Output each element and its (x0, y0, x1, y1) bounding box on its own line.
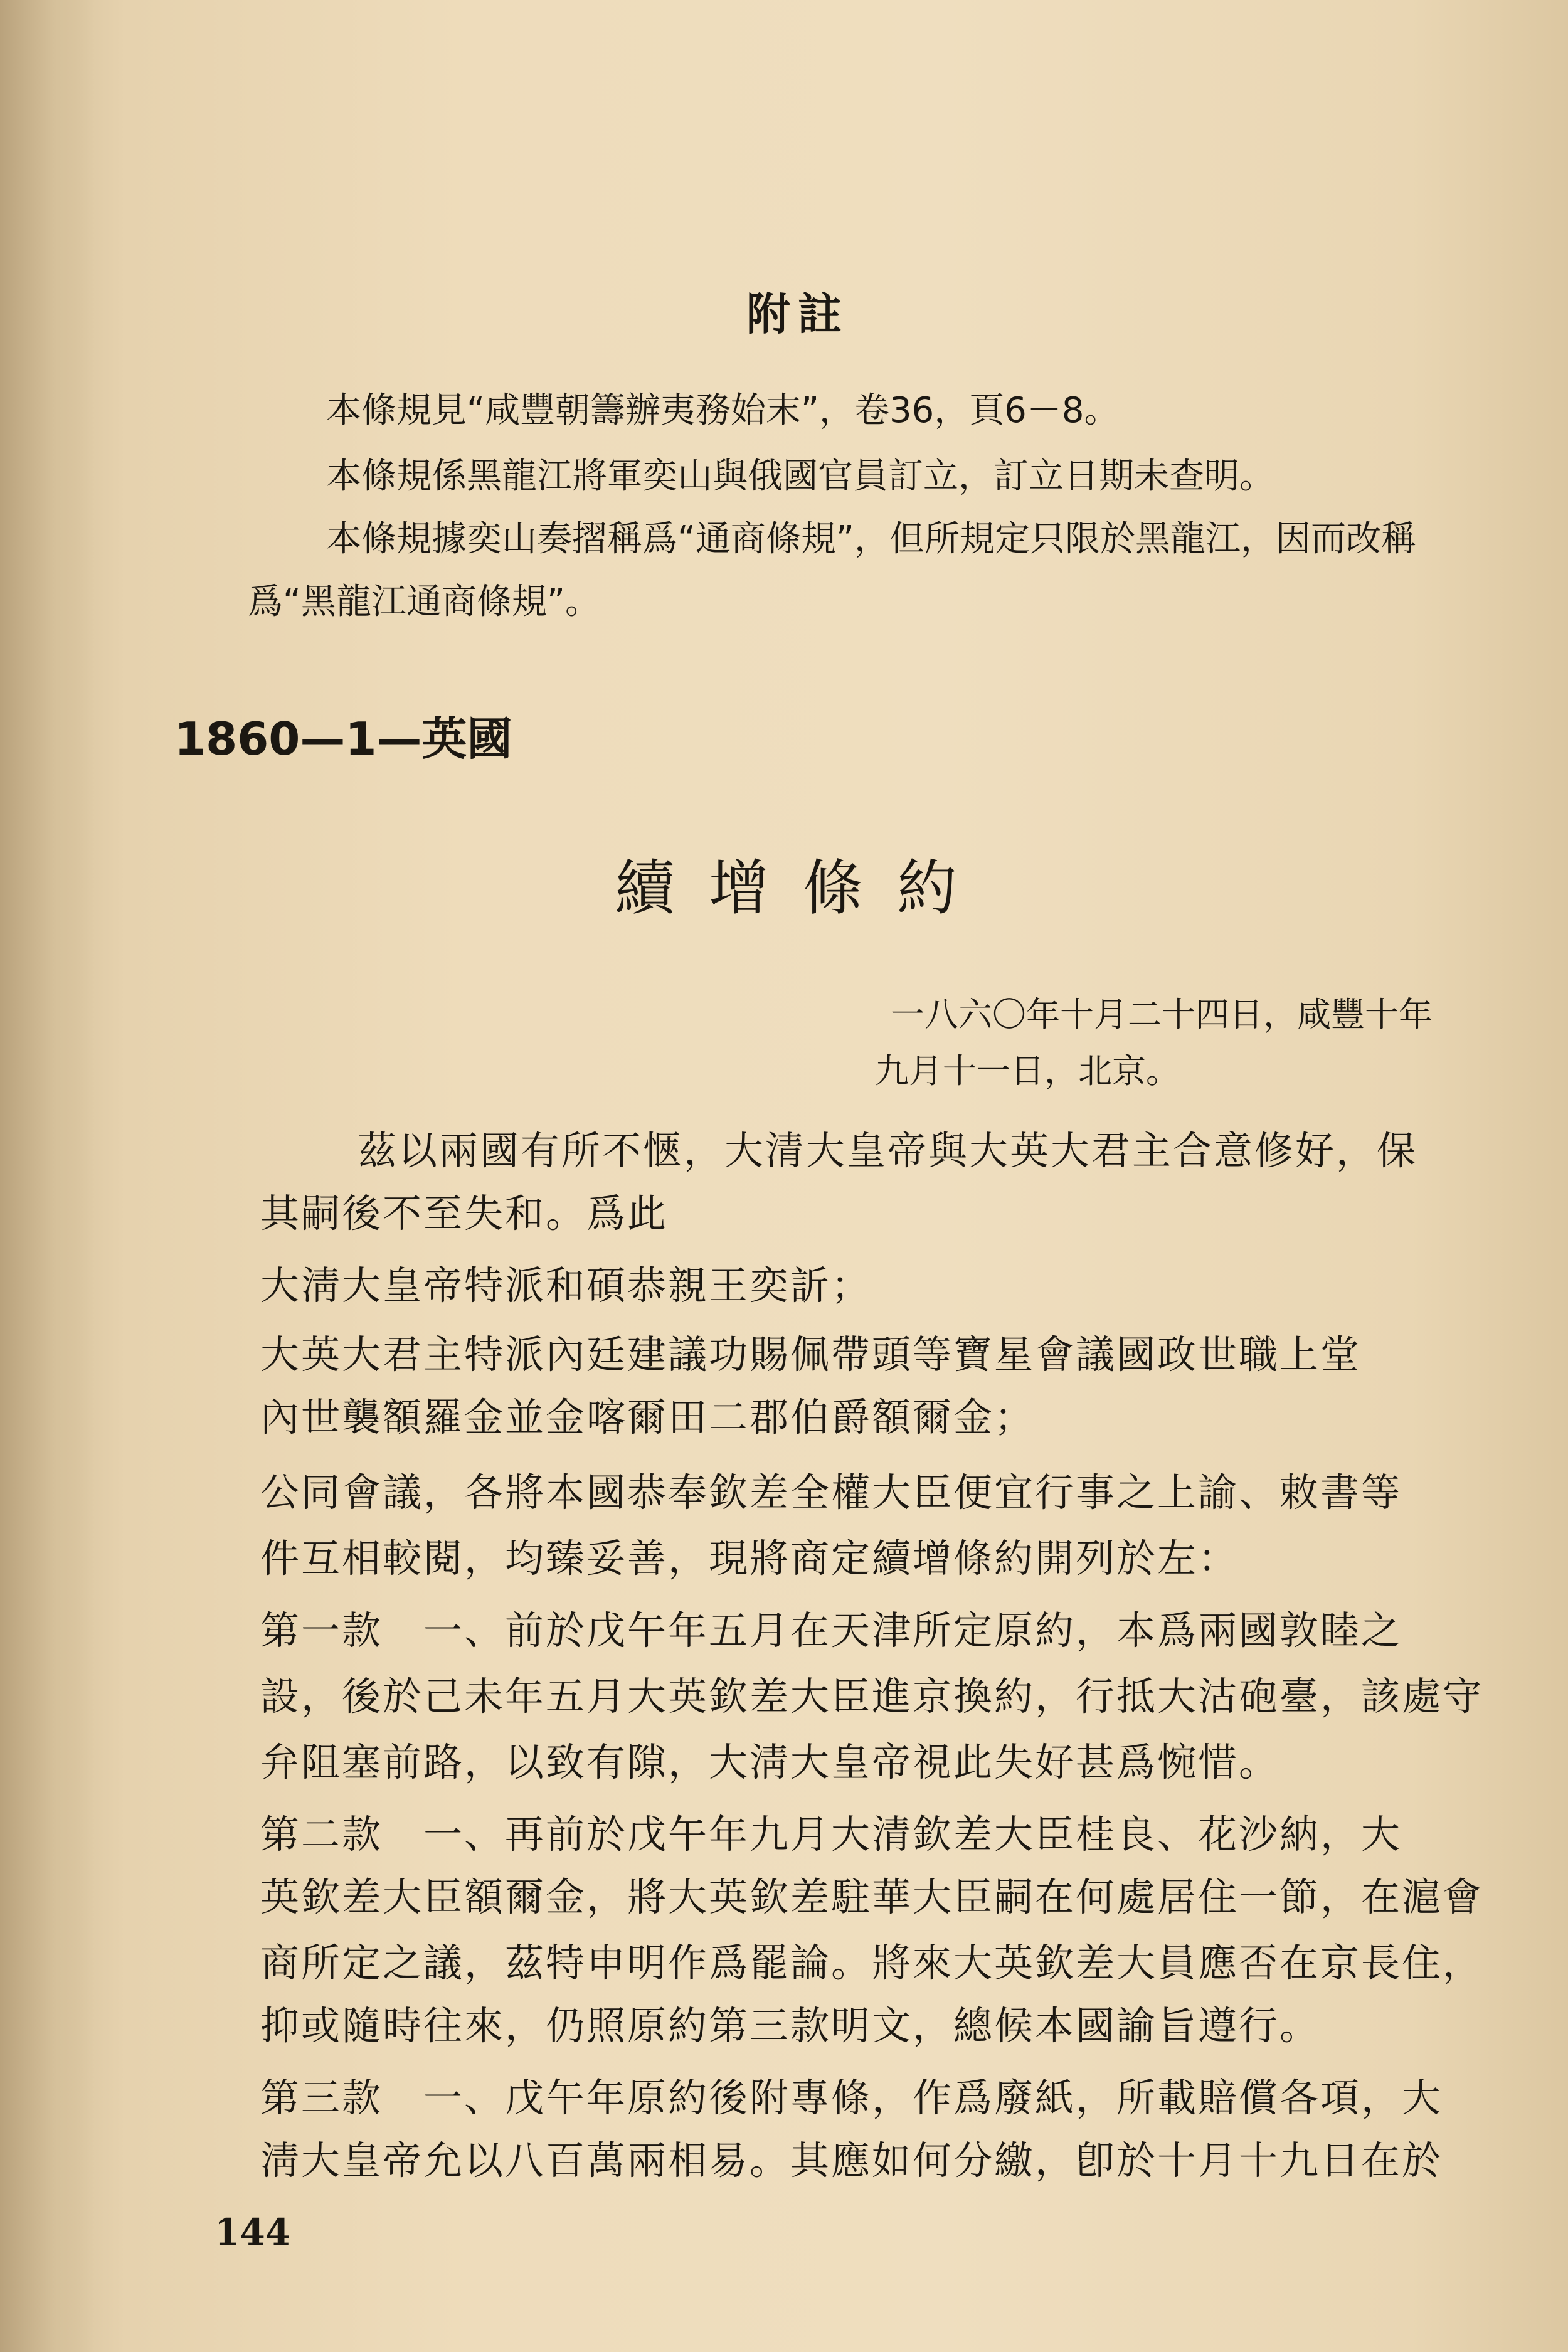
treaty-title: 續增條約 (615, 853, 991, 923)
treaty-text-line: 其嗣後不至失和。爲此 (260, 1190, 669, 1236)
treaty-date-line: 一八六〇年十月二十四日，咸豐十年 (891, 995, 1433, 1034)
treaty-text-line: 件互相較閱，均臻妥善，現將商定續增條約開列於左： (260, 1535, 1239, 1581)
page-number: 144 (215, 2211, 291, 2254)
treaty-text-line: 內世襲額羅金並金喀爾田二郡伯爵額爾金； (260, 1394, 1036, 1440)
annotation-line: 本條規見“咸豐朝籌辦夷務始末”，卷36，頁6－8。 (326, 390, 1120, 431)
annotation-heading: 附註 (746, 289, 849, 340)
annotation-line: 本條規據奕山奏摺稱爲“通商條規”，但所規定只限於黑龍江，因而改稱 (326, 519, 1417, 559)
treaty-text-line: 大英大君主特派內廷建議功賜佩帶頭等寶星會議國政世職上堂 (260, 1332, 1362, 1377)
treaty-text-line: 第三款 一、戊午年原約後附專條，作爲廢紙，所載賠償各項，大 (260, 2075, 1443, 2121)
treaty-label: 1860—1—英國 (174, 712, 512, 765)
treaty-text-line: 第一款 一、前於戊午年五月在天津所定原約，本爲兩國敦睦之 (260, 1608, 1402, 1653)
annotation-line: 爲“黑龍江通商條規”。 (248, 581, 601, 622)
treaty-text-line: 大淸大皇帝特派和碩恭親王奕訢； (260, 1263, 872, 1308)
annotation-line: 本條規係黑龍江將軍奕山與俄國官員訂立，訂立日期未查明。 (326, 456, 1274, 497)
treaty-text-line: 設，後於己未年五月大英欽差大臣進京換約，行抵大沽砲臺，該處守 (260, 1673, 1484, 1719)
treaty-text-line: 淸大皇帝允以八百萬兩相易。其應如何分繳，卽於十月十九日在於 (260, 2137, 1443, 2183)
treaty-text-line: 公同會議，各將本國恭奉欽差全權大臣便宜行事之上諭、敕書等 (260, 1470, 1402, 1515)
treaty-text-line: 商所定之議，茲特申明作爲罷論。將來大英欽差大員應否在京長住， (260, 1940, 1484, 1986)
treaty-text-line: 茲以兩國有所不愜，大清大皇帝與大英大君主合意修好，保 (358, 1128, 1418, 1173)
treaty-text-line: 抑或隨時往來，仍照原約第三款明文，總候本國諭旨遵行。 (260, 2003, 1321, 2048)
treaty-text-line: 弁阻塞前路，以致有隙，大淸大皇帝視此失好甚爲惋惜。 (260, 1739, 1280, 1785)
treaty-text-line: 英欽差大臣額爾金，將大英欽差駐華大臣嗣在何處居住一節，在滬會 (260, 1874, 1484, 1920)
treaty-date-line: 九月十一日，北京。 (875, 1051, 1180, 1091)
treaty-text-line: 第二款 一、再前於戊午年九月大清欽差大臣桂良、花沙納，大 (260, 1811, 1402, 1857)
